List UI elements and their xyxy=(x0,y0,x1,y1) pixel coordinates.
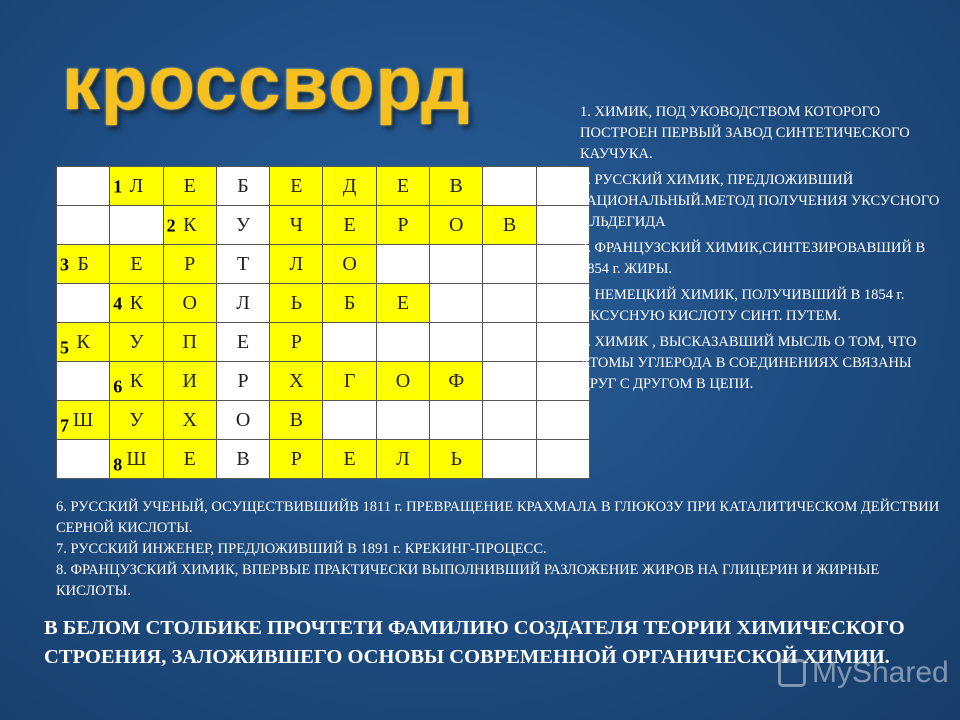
clues-bottom-list xyxy=(56,497,946,602)
answer-column-cell xyxy=(216,206,269,245)
letter-cell xyxy=(110,401,163,440)
letter-cell xyxy=(163,440,216,479)
cell-letter: Е xyxy=(396,174,410,197)
cell-letter: О xyxy=(182,291,197,314)
empty-cell xyxy=(430,401,483,440)
letter-cell xyxy=(430,440,483,479)
watermark-text: MyShared xyxy=(812,656,949,689)
letter-cell xyxy=(323,284,376,323)
cell-letter: У xyxy=(235,213,251,236)
letter-cell xyxy=(163,245,216,284)
cell-letter: К xyxy=(183,213,197,236)
cell-letter: К xyxy=(129,369,144,392)
cell-letter: В xyxy=(502,213,517,236)
empty-cell xyxy=(430,245,483,284)
cell-letter: Е xyxy=(343,213,356,236)
cell-letter: О xyxy=(395,369,411,392)
clue-number: 7 xyxy=(60,415,69,436)
letter-cell xyxy=(110,245,163,284)
cell-letter: Е xyxy=(130,252,143,275)
cell-letter: Е xyxy=(183,174,196,197)
empty-cell xyxy=(430,284,483,323)
clue-text: 1. ХИМИК, ПОД УКОВОДСТВОМ КОТОРОГО ПОСТРОЕН ПЕРВЫЙ ЗАВОД СИНТЕТИЧЕСКОГО КАУЧУКА. xyxy=(580,104,910,162)
letter-cell xyxy=(323,362,376,401)
letter-cell xyxy=(163,323,216,362)
clue-text: 3. ФРАНЦУЗСКИЙ ХИМИК,СИНТЕЗИРОВАВШИЙ В 1854 г. ЖИРЫ. xyxy=(580,240,926,277)
cell-letter: Е xyxy=(183,447,196,470)
clues-right-list xyxy=(580,102,950,400)
cell-letter: В xyxy=(449,174,463,197)
cell-letter: О xyxy=(342,252,357,275)
empty-cell xyxy=(376,401,429,440)
cell-letter: Ч xyxy=(289,213,303,236)
letter-cell xyxy=(270,167,323,206)
answer-column-cell xyxy=(216,284,269,323)
cell-letter: Л xyxy=(396,447,410,470)
clue-text: 5. ХИМИК , ВЫСКАЗАВШИЙ МЫСЛЬ О ТОМ, ЧТО АТОМЫ УГЛЕРОДА В СОЕДИНЕНИЯХ СВЯЗАНЫ ДРУГ С ДРУГОМ В ЦЕПИ. xyxy=(580,334,917,392)
cell-letter: Б xyxy=(77,252,89,275)
letter-cell xyxy=(323,167,376,206)
empty-cell xyxy=(483,323,536,362)
letter-cell xyxy=(430,167,483,206)
cell-letter: О xyxy=(449,213,464,236)
empty-cell xyxy=(536,440,589,479)
clue-number: 3 xyxy=(60,254,69,275)
crossword-row xyxy=(57,284,590,323)
cell-letter: Б xyxy=(237,174,249,197)
cell-letter: Б xyxy=(343,291,356,314)
clue-number: 4 xyxy=(113,293,123,314)
letter-cell xyxy=(57,245,110,284)
empty-cell xyxy=(483,401,536,440)
letter-cell xyxy=(323,440,376,479)
empty-cell xyxy=(323,323,376,362)
cell-letter: Р xyxy=(397,213,409,236)
empty-cell xyxy=(483,245,536,284)
answer-column-cell xyxy=(216,362,269,401)
cell-letter: К xyxy=(129,291,144,314)
cell-letter: Е xyxy=(236,330,250,353)
crossword-row xyxy=(57,440,590,479)
letter-cell xyxy=(110,323,163,362)
clue-number: 5 xyxy=(60,337,69,358)
empty-cell xyxy=(376,245,429,284)
cell-letter: Л xyxy=(289,252,304,275)
empty-cell xyxy=(57,206,110,245)
empty-cell xyxy=(57,167,110,206)
cell-letter: Р xyxy=(290,447,302,470)
cell-letter: Ш xyxy=(126,447,147,470)
empty-cell xyxy=(110,206,163,245)
letter-cell xyxy=(270,440,323,479)
empty-cell xyxy=(536,401,589,440)
letter-cell xyxy=(163,284,216,323)
cell-letter: П xyxy=(182,330,197,353)
answer-column-cell xyxy=(216,401,269,440)
clue-text: 8. ФРАНЦУЗСКИЙ ХИМИК, ВПЕРВЫЕ ПРАКТИЧЕСКИ ВЫПОЛНИВШИЙ РАЗЛОЖЕНИЕ ЖИРОВ НА ГЛИЦЕРИН И ЖИРНЫЕ КИСЛОТЫ. xyxy=(56,562,880,599)
letter-cell xyxy=(110,362,163,401)
cell-letter: Ь xyxy=(290,291,303,314)
cell-letter: Г xyxy=(343,369,356,392)
empty-cell xyxy=(483,440,536,479)
clue-number: 1 xyxy=(113,176,123,197)
letter-cell xyxy=(270,284,323,323)
cell-letter: И xyxy=(182,369,197,392)
cell-letter: У xyxy=(129,408,144,431)
answer-column-cell xyxy=(216,167,269,206)
clue-text: 2. РУССКИЙ ХИМИК, ПРЕДЛОЖИВШИЙ РАЦИОНАЛЬНЫЙ.МЕТОД ПОЛУЧЕНИЯ УКСУСНОГО АЛЬДЕГИДА xyxy=(580,172,940,230)
letter-cell xyxy=(163,167,216,206)
letter-cell xyxy=(110,167,163,206)
letter-cell xyxy=(376,206,429,245)
task-text: В БЕЛОМ СТОЛБИКЕ ПРОЧТЕТИ ФАМИЛИЮ СОЗДАТЕЛЯ ТЕОРИИ ХИМИЧЕСКОГО СТРОЕНИЯ, ЗАЛОЖИВШЕГО ОСНОВЫ СОВРЕМЕННОЙ ОРГАНИЧЕСКОЙ ХИМИИ. xyxy=(44,617,905,668)
cell-letter: Р xyxy=(184,252,196,275)
cell-letter: Д xyxy=(342,174,357,197)
crossword-grid xyxy=(56,166,590,479)
empty-cell xyxy=(57,440,110,479)
clue-text: 6. РУССКИЙ УЧЕНЫЙ, ОСУЩЕСТВИВШИЙВ 1811 г. ПРЕВРАЩЕНИЕ КРАХМАЛА В ГЛЮКОЗУ ПРИ КАТАЛИТИЧЕСКОМ ДЕЙСТВИИ СЕРНОЙ КИСЛОТЫ. xyxy=(56,499,940,536)
clue-number: 2 xyxy=(166,215,176,236)
empty-cell xyxy=(323,401,376,440)
cell-letter: В xyxy=(289,408,303,431)
letter-cell xyxy=(110,440,163,479)
cell-letter: Р xyxy=(290,330,302,353)
empty-cell xyxy=(57,362,110,401)
crossword-row xyxy=(57,362,590,401)
cell-letter: Т xyxy=(236,252,250,275)
letter-cell xyxy=(376,284,429,323)
page-title: кроссворд xyxy=(62,41,471,126)
cell-letter: Х xyxy=(289,369,304,392)
letter-cell xyxy=(376,440,429,479)
empty-cell xyxy=(483,362,536,401)
clue-text: 4. НЕМЕЦКИЙ ХИМИК, ПОЛУЧИВШИЙ В 1854 г. УКСУСНУЮ КИСЛОТУ СИНТ. ПУТЕМ. xyxy=(580,287,905,324)
watermark xyxy=(778,656,949,690)
letter-cell xyxy=(483,206,536,245)
cell-letter: У xyxy=(129,330,144,353)
letter-cell xyxy=(323,245,376,284)
crossword-row xyxy=(57,245,590,284)
letter-cell xyxy=(270,206,323,245)
letter-cell xyxy=(376,362,429,401)
watermark-icon xyxy=(778,659,806,687)
letter-cell xyxy=(163,362,216,401)
clue-text: 7. РУССКИЙ ИНЖЕНЕР, ПРЕДЛОЖИВШИЙ В 1891 г. КРЕКИНГ-ПРОЦЕСС. xyxy=(56,541,547,557)
cell-letter: В xyxy=(236,447,250,470)
letter-cell xyxy=(57,401,110,440)
letter-cell xyxy=(430,206,483,245)
cell-letter: Л xyxy=(129,174,144,197)
cell-letter: Р xyxy=(237,369,249,392)
letter-cell xyxy=(270,323,323,362)
letter-cell xyxy=(270,362,323,401)
cell-letter: К xyxy=(76,330,90,353)
empty-cell xyxy=(483,284,536,323)
letter-cell xyxy=(163,401,216,440)
empty-cell xyxy=(376,323,429,362)
answer-column-cell xyxy=(216,440,269,479)
empty-cell xyxy=(483,167,536,206)
empty-cell xyxy=(430,323,483,362)
letter-cell xyxy=(430,362,483,401)
letter-cell xyxy=(376,167,429,206)
empty-cell xyxy=(57,284,110,323)
crossword-row xyxy=(57,206,590,245)
cell-letter: Ш xyxy=(73,408,94,431)
clue-number: 6 xyxy=(113,376,123,397)
letter-cell xyxy=(270,401,323,440)
answer-column-cell xyxy=(216,245,269,284)
crossword-row xyxy=(57,167,590,206)
letter-cell xyxy=(110,284,163,323)
letter-cell xyxy=(270,245,323,284)
cell-letter: Ь xyxy=(450,447,462,470)
answer-column-cell xyxy=(216,323,269,362)
cell-letter: О xyxy=(235,408,251,431)
cell-letter: Л xyxy=(236,291,250,314)
cell-letter: Е xyxy=(290,174,303,197)
letter-cell xyxy=(163,206,216,245)
letter-cell xyxy=(323,206,376,245)
crossword-row xyxy=(57,323,590,362)
crossword-row xyxy=(57,401,590,440)
clue-number: 8 xyxy=(113,454,123,475)
letter-cell xyxy=(57,323,110,362)
cell-letter: Е xyxy=(343,447,356,470)
cell-letter: Е xyxy=(396,291,410,314)
cell-letter: Ф xyxy=(448,369,465,392)
cell-letter: Х xyxy=(182,408,197,431)
